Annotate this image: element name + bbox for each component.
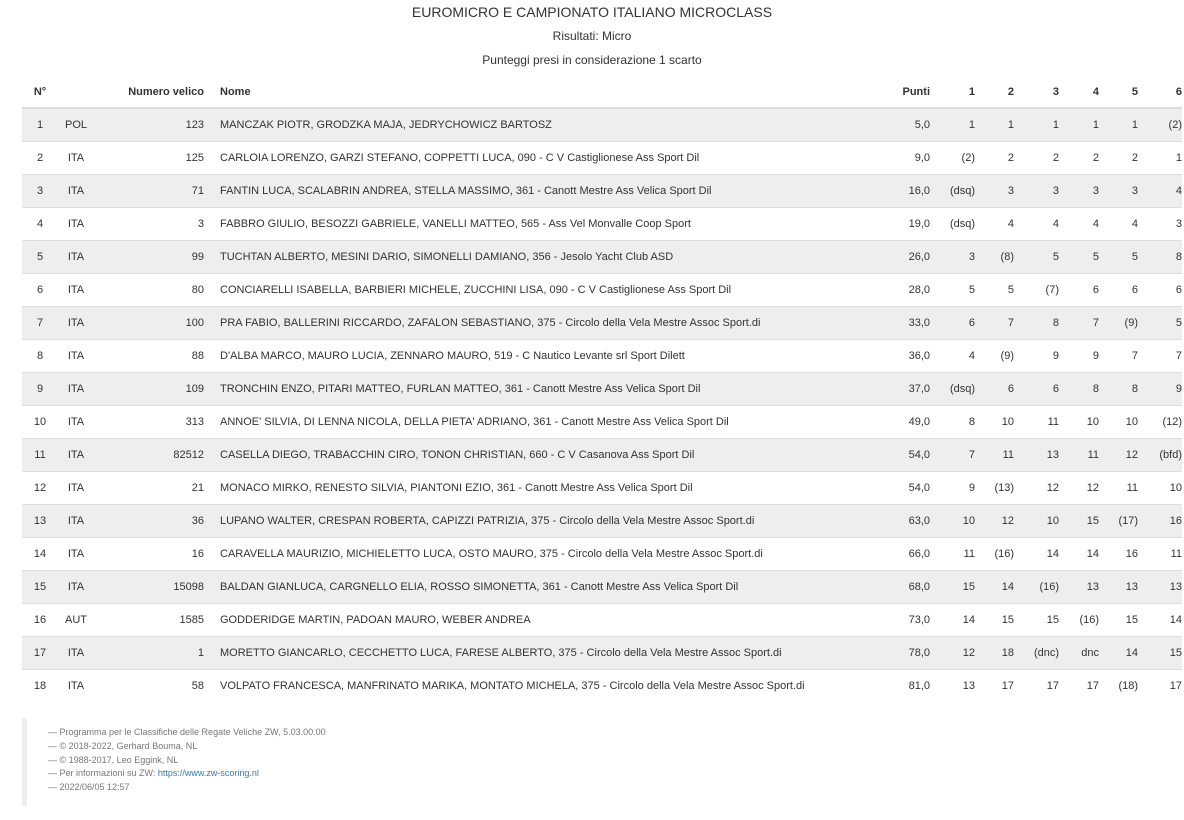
table-row	[22, 340, 1182, 373]
cell-name: TUCHTAN ALBERTO, MESINI DARIO, SIMONELLI DAMIANO, 356 - Jesolo Yacht Club ASD	[210, 241, 880, 274]
cell-race-6: 14	[1138, 604, 1182, 637]
cell-race-3: 13	[1014, 439, 1059, 472]
results-subtitle: Risultati: Micro	[552, 29, 632, 43]
cell-nation: ITA	[58, 208, 94, 241]
cell-nation: ITA	[58, 241, 94, 274]
cell-race-3: 11	[1014, 406, 1059, 439]
cell-nation: ITA	[58, 175, 94, 208]
cell-nation: POL	[58, 108, 94, 142]
table-row	[22, 373, 1182, 406]
cell-race-1: (dsq)	[930, 175, 975, 208]
cell-sail-number: 123	[94, 108, 210, 142]
cell-race-2: 1	[975, 108, 1014, 142]
cell-race-6: 5	[1138, 307, 1182, 340]
cell-position: 17	[22, 637, 58, 670]
cell-sail-number: 99	[94, 241, 210, 274]
cell-name: PRA FABIO, BALLERINI RICCARDO, ZAFALON SEBASTIANO, 375 - Circolo della Vela Mestre Assoc Sport.di	[210, 307, 880, 340]
cell-sail-number: 1585	[94, 604, 210, 637]
cell-race-6: 8	[1138, 241, 1182, 274]
cell-nation: ITA	[58, 439, 94, 472]
cell-race-1: 9	[930, 472, 975, 505]
cell-points: 73,0	[880, 604, 930, 637]
table-row	[22, 241, 1182, 274]
cell-race-4: 9	[1059, 340, 1099, 373]
cell-nation: ITA	[58, 307, 94, 340]
cell-name: D'ALBA MARCO, MAURO LUCIA, ZENNARO MAURO, 519 - C Nautico Levante srl Sport Dilett	[210, 340, 880, 373]
cell-name: ANNOE' SILVIA, DI LENNA NICOLA, DELLA PIETA' ADRIANO, 361 - Canott Mestre Ass Velica Sport Dil	[210, 406, 880, 439]
cell-race-5: 14	[1099, 637, 1138, 670]
cell-name: BALDAN GIANLUCA, CARGNELLO ELIA, ROSSO SIMONETTA, 361 - Canott Mestre Ass Velica Sport Dil	[210, 571, 880, 604]
cell-position: 6	[22, 274, 58, 307]
footer-date: — 2022/06/05 12:57	[48, 782, 130, 793]
cell-race-6: (12)	[1138, 406, 1182, 439]
col-header-race-6: 6	[1138, 76, 1182, 108]
cell-race-3: 15	[1014, 604, 1059, 637]
table-row	[22, 571, 1182, 604]
results-body	[22, 108, 1182, 702]
cell-race-1: (dsq)	[930, 373, 975, 406]
cell-sail-number: 109	[94, 373, 210, 406]
cell-race-5: 2	[1099, 142, 1138, 175]
discard-note: Punteggi presi in considerazione 1 scarto	[482, 53, 702, 67]
table-header-row	[22, 76, 1182, 108]
cell-points: 54,0	[880, 439, 930, 472]
cell-race-5: (17)	[1099, 505, 1138, 538]
cell-race-4: 10	[1059, 406, 1099, 439]
cell-race-3: 17	[1014, 670, 1059, 703]
cell-race-6: 3	[1138, 208, 1182, 241]
cell-race-4: 17	[1059, 670, 1099, 703]
cell-race-3: 6	[1014, 373, 1059, 406]
cell-race-3: 4	[1014, 208, 1059, 241]
cell-race-6: 1	[1138, 142, 1182, 175]
cell-points: 16,0	[880, 175, 930, 208]
cell-race-2: 14	[975, 571, 1014, 604]
cell-race-6: 11	[1138, 538, 1182, 571]
cell-race-6: 7	[1138, 340, 1182, 373]
table-row	[22, 142, 1182, 175]
cell-name: FABBRO GIULIO, BESOZZI GABRIELE, VANELLI MATTEO, 565 - Ass Vel Monvalle Coop Sport	[210, 208, 880, 241]
cell-race-2: 6	[975, 373, 1014, 406]
cell-points: 37,0	[880, 373, 930, 406]
cell-race-4: 11	[1059, 439, 1099, 472]
cell-nation: ITA	[58, 340, 94, 373]
cell-race-5: 8	[1099, 373, 1138, 406]
cell-points: 49,0	[880, 406, 930, 439]
cell-race-1: 15	[930, 571, 975, 604]
table-row	[22, 274, 1182, 307]
col-header-race-4: 4	[1059, 76, 1099, 108]
cell-race-2: 18	[975, 637, 1014, 670]
page-title: EUROMICRO E CAMPIONATO ITALIANO MICROCLASS	[411, 4, 773, 20]
cell-race-3: (16)	[1014, 571, 1059, 604]
cell-race-5: 4	[1099, 208, 1138, 241]
table-row	[22, 637, 1182, 670]
cell-sail-number: 125	[94, 142, 210, 175]
cell-position: 1	[22, 108, 58, 142]
cell-points: 54,0	[880, 472, 930, 505]
cell-name: VOLPATO FRANCESCA, MANFRINATO MARIKA, MONTATO MICHELA, 375 - Circolo della Vela Mestre Assoc Sport.di	[210, 670, 880, 703]
cell-nation: ITA	[58, 538, 94, 571]
cell-race-2: 12	[975, 505, 1014, 538]
table-row	[22, 439, 1182, 472]
cell-race-3: 14	[1014, 538, 1059, 571]
cell-race-1: 10	[930, 505, 975, 538]
cell-race-3: 12	[1014, 472, 1059, 505]
cell-race-2: 17	[975, 670, 1014, 703]
cell-race-4: 6	[1059, 274, 1099, 307]
cell-position: 18	[22, 670, 58, 703]
cell-sail-number: 100	[94, 307, 210, 340]
cell-sail-number: 71	[94, 175, 210, 208]
cell-points: 5,0	[880, 108, 930, 142]
cell-race-5: 11	[1099, 472, 1138, 505]
cell-race-6: 17	[1138, 670, 1182, 703]
cell-race-2: 11	[975, 439, 1014, 472]
cell-race-6: (bfd)	[1138, 439, 1182, 472]
footer-info-prefix: — Per informazioni su ZW:	[48, 768, 158, 779]
cell-points: 28,0	[880, 274, 930, 307]
cell-race-4: 12	[1059, 472, 1099, 505]
cell-name: CARLOIA LORENZO, GARZI STEFANO, COPPETTI LUCA, 090 - C V Castiglionese Ass Sport Dil	[210, 142, 880, 175]
cell-race-2: 3	[975, 175, 1014, 208]
col-header-name: Nome	[210, 76, 880, 108]
cell-race-1: 4	[930, 340, 975, 373]
footer	[22, 718, 1158, 806]
cell-race-5: 12	[1099, 439, 1138, 472]
cell-race-3: 1	[1014, 108, 1059, 142]
footer-copyright-1: — © 2018-2022, Gerhard Bouma, NL	[48, 740, 198, 751]
cell-race-2: (16)	[975, 538, 1014, 571]
cell-name: TRONCHIN ENZO, PITARI MATTEO, FURLAN MATTEO, 361 - Canott Mestre Ass Velica Sport Dil	[210, 373, 880, 406]
cell-race-1: 7	[930, 439, 975, 472]
cell-race-5: 16	[1099, 538, 1138, 571]
cell-race-6: 13	[1138, 571, 1182, 604]
cell-nation: AUT	[58, 604, 94, 637]
cell-position: 2	[22, 142, 58, 175]
cell-position: 14	[22, 538, 58, 571]
cell-race-6: 4	[1138, 175, 1182, 208]
cell-race-1: 12	[930, 637, 975, 670]
cell-position: 3	[22, 175, 58, 208]
cell-nation: ITA	[58, 571, 94, 604]
cell-race-2: (13)	[975, 472, 1014, 505]
table-row	[22, 538, 1182, 571]
table-row	[22, 472, 1182, 505]
cell-race-1: 6	[930, 307, 975, 340]
table-row	[22, 108, 1182, 142]
cell-race-5: 7	[1099, 340, 1138, 373]
cell-nation: ITA	[58, 505, 94, 538]
cell-race-6: 10	[1138, 472, 1182, 505]
results-table	[22, 76, 1182, 702]
cell-race-2: (8)	[975, 241, 1014, 274]
cell-race-5: 10	[1099, 406, 1138, 439]
cell-sail-number: 80	[94, 274, 210, 307]
cell-race-4: 14	[1059, 538, 1099, 571]
cell-race-5: (9)	[1099, 307, 1138, 340]
col-header-sail-number: Numero velico	[94, 76, 210, 108]
cell-race-4: (16)	[1059, 604, 1099, 637]
cell-position: 8	[22, 340, 58, 373]
cell-race-1: 3	[930, 241, 975, 274]
cell-position: 11	[22, 439, 58, 472]
cell-race-4: 7	[1059, 307, 1099, 340]
cell-race-2: 5	[975, 274, 1014, 307]
cell-sail-number: 3	[94, 208, 210, 241]
table-row	[22, 208, 1182, 241]
zw-scoring-link[interactable]: https://www.zw-scoring.nl	[157, 768, 259, 779]
cell-position: 12	[22, 472, 58, 505]
cell-race-4: 2	[1059, 142, 1099, 175]
cell-name: FANTIN LUCA, SCALABRIN ANDREA, STELLA MASSIMO, 361 - Canott Mestre Ass Velica Sport Dil	[210, 175, 880, 208]
cell-race-1: 8	[930, 406, 975, 439]
cell-race-4: 3	[1059, 175, 1099, 208]
cell-race-5: (18)	[1099, 670, 1138, 703]
cell-race-4: 15	[1059, 505, 1099, 538]
cell-race-6: (2)	[1138, 108, 1182, 142]
cell-points: 78,0	[880, 637, 930, 670]
cell-race-2: 7	[975, 307, 1014, 340]
cell-race-1: 13	[930, 670, 975, 703]
cell-position: 5	[22, 241, 58, 274]
cell-race-2: 4	[975, 208, 1014, 241]
col-header-race-1: 1	[930, 76, 975, 108]
cell-race-1: 11	[930, 538, 975, 571]
cell-position: 7	[22, 307, 58, 340]
cell-race-4: 5	[1059, 241, 1099, 274]
cell-race-5: 15	[1099, 604, 1138, 637]
cell-sail-number: 16	[94, 538, 210, 571]
cell-race-1: 14	[930, 604, 975, 637]
cell-points: 19,0	[880, 208, 930, 241]
cell-sail-number: 21	[94, 472, 210, 505]
cell-race-3: 5	[1014, 241, 1059, 274]
cell-position: 13	[22, 505, 58, 538]
cell-sail-number: 82512	[94, 439, 210, 472]
cell-race-5: 13	[1099, 571, 1138, 604]
cell-name: GODDERIDGE MARTIN, PADOAN MAURO, WEBER ANDREA	[210, 604, 880, 637]
cell-nation: ITA	[58, 472, 94, 505]
cell-sail-number: 88	[94, 340, 210, 373]
cell-points: 26,0	[880, 241, 930, 274]
table-row	[22, 406, 1182, 439]
cell-race-2: 15	[975, 604, 1014, 637]
cell-race-3: 10	[1014, 505, 1059, 538]
col-header-race-3: 3	[1014, 76, 1059, 108]
cell-points: 68,0	[880, 571, 930, 604]
cell-name: MORETTO GIANCARLO, CECCHETTO LUCA, FARESE ALBERTO, 375 - Circolo della Vela Mestre Assoc Sport.di	[210, 637, 880, 670]
cell-points: 9,0	[880, 142, 930, 175]
cell-position: 9	[22, 373, 58, 406]
cell-race-4: 13	[1059, 571, 1099, 604]
cell-name: CASELLA DIEGO, TRABACCHIN CIRO, TONON CHRISTIAN, 660 - C V Casanova Ass Sport Dil	[210, 439, 880, 472]
col-header-race-5: 5	[1099, 76, 1138, 108]
col-header-nation	[58, 76, 94, 108]
cell-race-5: 5	[1099, 241, 1138, 274]
cell-race-6: 15	[1138, 637, 1182, 670]
cell-nation: ITA	[58, 637, 94, 670]
cell-race-4: 1	[1059, 108, 1099, 142]
cell-nation: ITA	[58, 373, 94, 406]
cell-nation: ITA	[58, 406, 94, 439]
cell-race-3: (7)	[1014, 274, 1059, 307]
cell-sail-number: 58	[94, 670, 210, 703]
cell-race-2: 10	[975, 406, 1014, 439]
footer-program: — Programma per le Classifiche delle Regate Veliche ZW, 5.03.00.00	[48, 727, 326, 737]
cell-position: 15	[22, 571, 58, 604]
cell-race-1: (2)	[930, 142, 975, 175]
cell-name: CARAVELLA MAURIZIO, MICHIELETTO LUCA, OSTO MAURO, 375 - Circolo della Vela Mestre Assoc Sport.di	[210, 538, 880, 571]
cell-race-1: 5	[930, 274, 975, 307]
cell-position: 4	[22, 208, 58, 241]
cell-race-3: 2	[1014, 142, 1059, 175]
cell-name: CONCIARELLI ISABELLA, BARBIERI MICHELE, ZUCCHINI LISA, 090 - C V Castiglionese Ass Sport Dil	[210, 274, 880, 307]
table-row	[22, 307, 1182, 340]
cell-race-4: 8	[1059, 373, 1099, 406]
cell-race-4: 4	[1059, 208, 1099, 241]
cell-race-3: 9	[1014, 340, 1059, 373]
cell-race-5: 3	[1099, 175, 1138, 208]
cell-race-3: 8	[1014, 307, 1059, 340]
cell-sail-number: 36	[94, 505, 210, 538]
cell-points: 66,0	[880, 538, 930, 571]
cell-position: 16	[22, 604, 58, 637]
footer-info	[48, 767, 1158, 781]
col-header-race-2: 2	[975, 76, 1014, 108]
cell-race-5: 6	[1099, 274, 1138, 307]
cell-race-6: 6	[1138, 274, 1182, 307]
cell-race-2: (9)	[975, 340, 1014, 373]
cell-sail-number: 313	[94, 406, 210, 439]
cell-race-1: (dsq)	[930, 208, 975, 241]
cell-nation: ITA	[58, 142, 94, 175]
table-row	[22, 604, 1182, 637]
col-header-points: Punti	[880, 76, 930, 108]
table-row	[22, 175, 1182, 208]
footer-copyright-2: — © 1988-2017, Leo Eggink, NL	[48, 754, 179, 765]
cell-points: 33,0	[880, 307, 930, 340]
cell-race-4: dnc	[1059, 637, 1099, 670]
col-header-position: N°	[22, 76, 58, 108]
cell-nation: ITA	[58, 274, 94, 307]
cell-points: 36,0	[880, 340, 930, 373]
cell-name: MONACO MIRKO, RENESTO SILVIA, PIANTONI EZIO, 361 - Canott Mestre Ass Velica Sport Dil	[210, 472, 880, 505]
cell-race-1: 1	[930, 108, 975, 142]
cell-sail-number: 15098	[94, 571, 210, 604]
cell-race-2: 2	[975, 142, 1014, 175]
cell-name: LUPANO WALTER, CRESPAN ROBERTA, CAPIZZI PATRIZIA, 375 - Circolo della Vela Mestre Assoc Sport.di	[210, 505, 880, 538]
cell-race-3: 3	[1014, 175, 1059, 208]
cell-nation: ITA	[58, 670, 94, 703]
cell-position: 10	[22, 406, 58, 439]
cell-sail-number: 1	[94, 637, 210, 670]
cell-points: 81,0	[880, 670, 930, 703]
cell-points: 63,0	[880, 505, 930, 538]
cell-race-3: (dnc)	[1014, 637, 1059, 670]
cell-race-5: 1	[1099, 108, 1138, 142]
table-row	[22, 505, 1182, 538]
cell-race-6: 16	[1138, 505, 1182, 538]
cell-race-6: 9	[1138, 373, 1182, 406]
cell-name: MANCZAK PIOTR, GRODZKA MAJA, JEDRYCHOWICZ BARTOSZ	[210, 108, 880, 142]
table-row	[22, 670, 1182, 703]
